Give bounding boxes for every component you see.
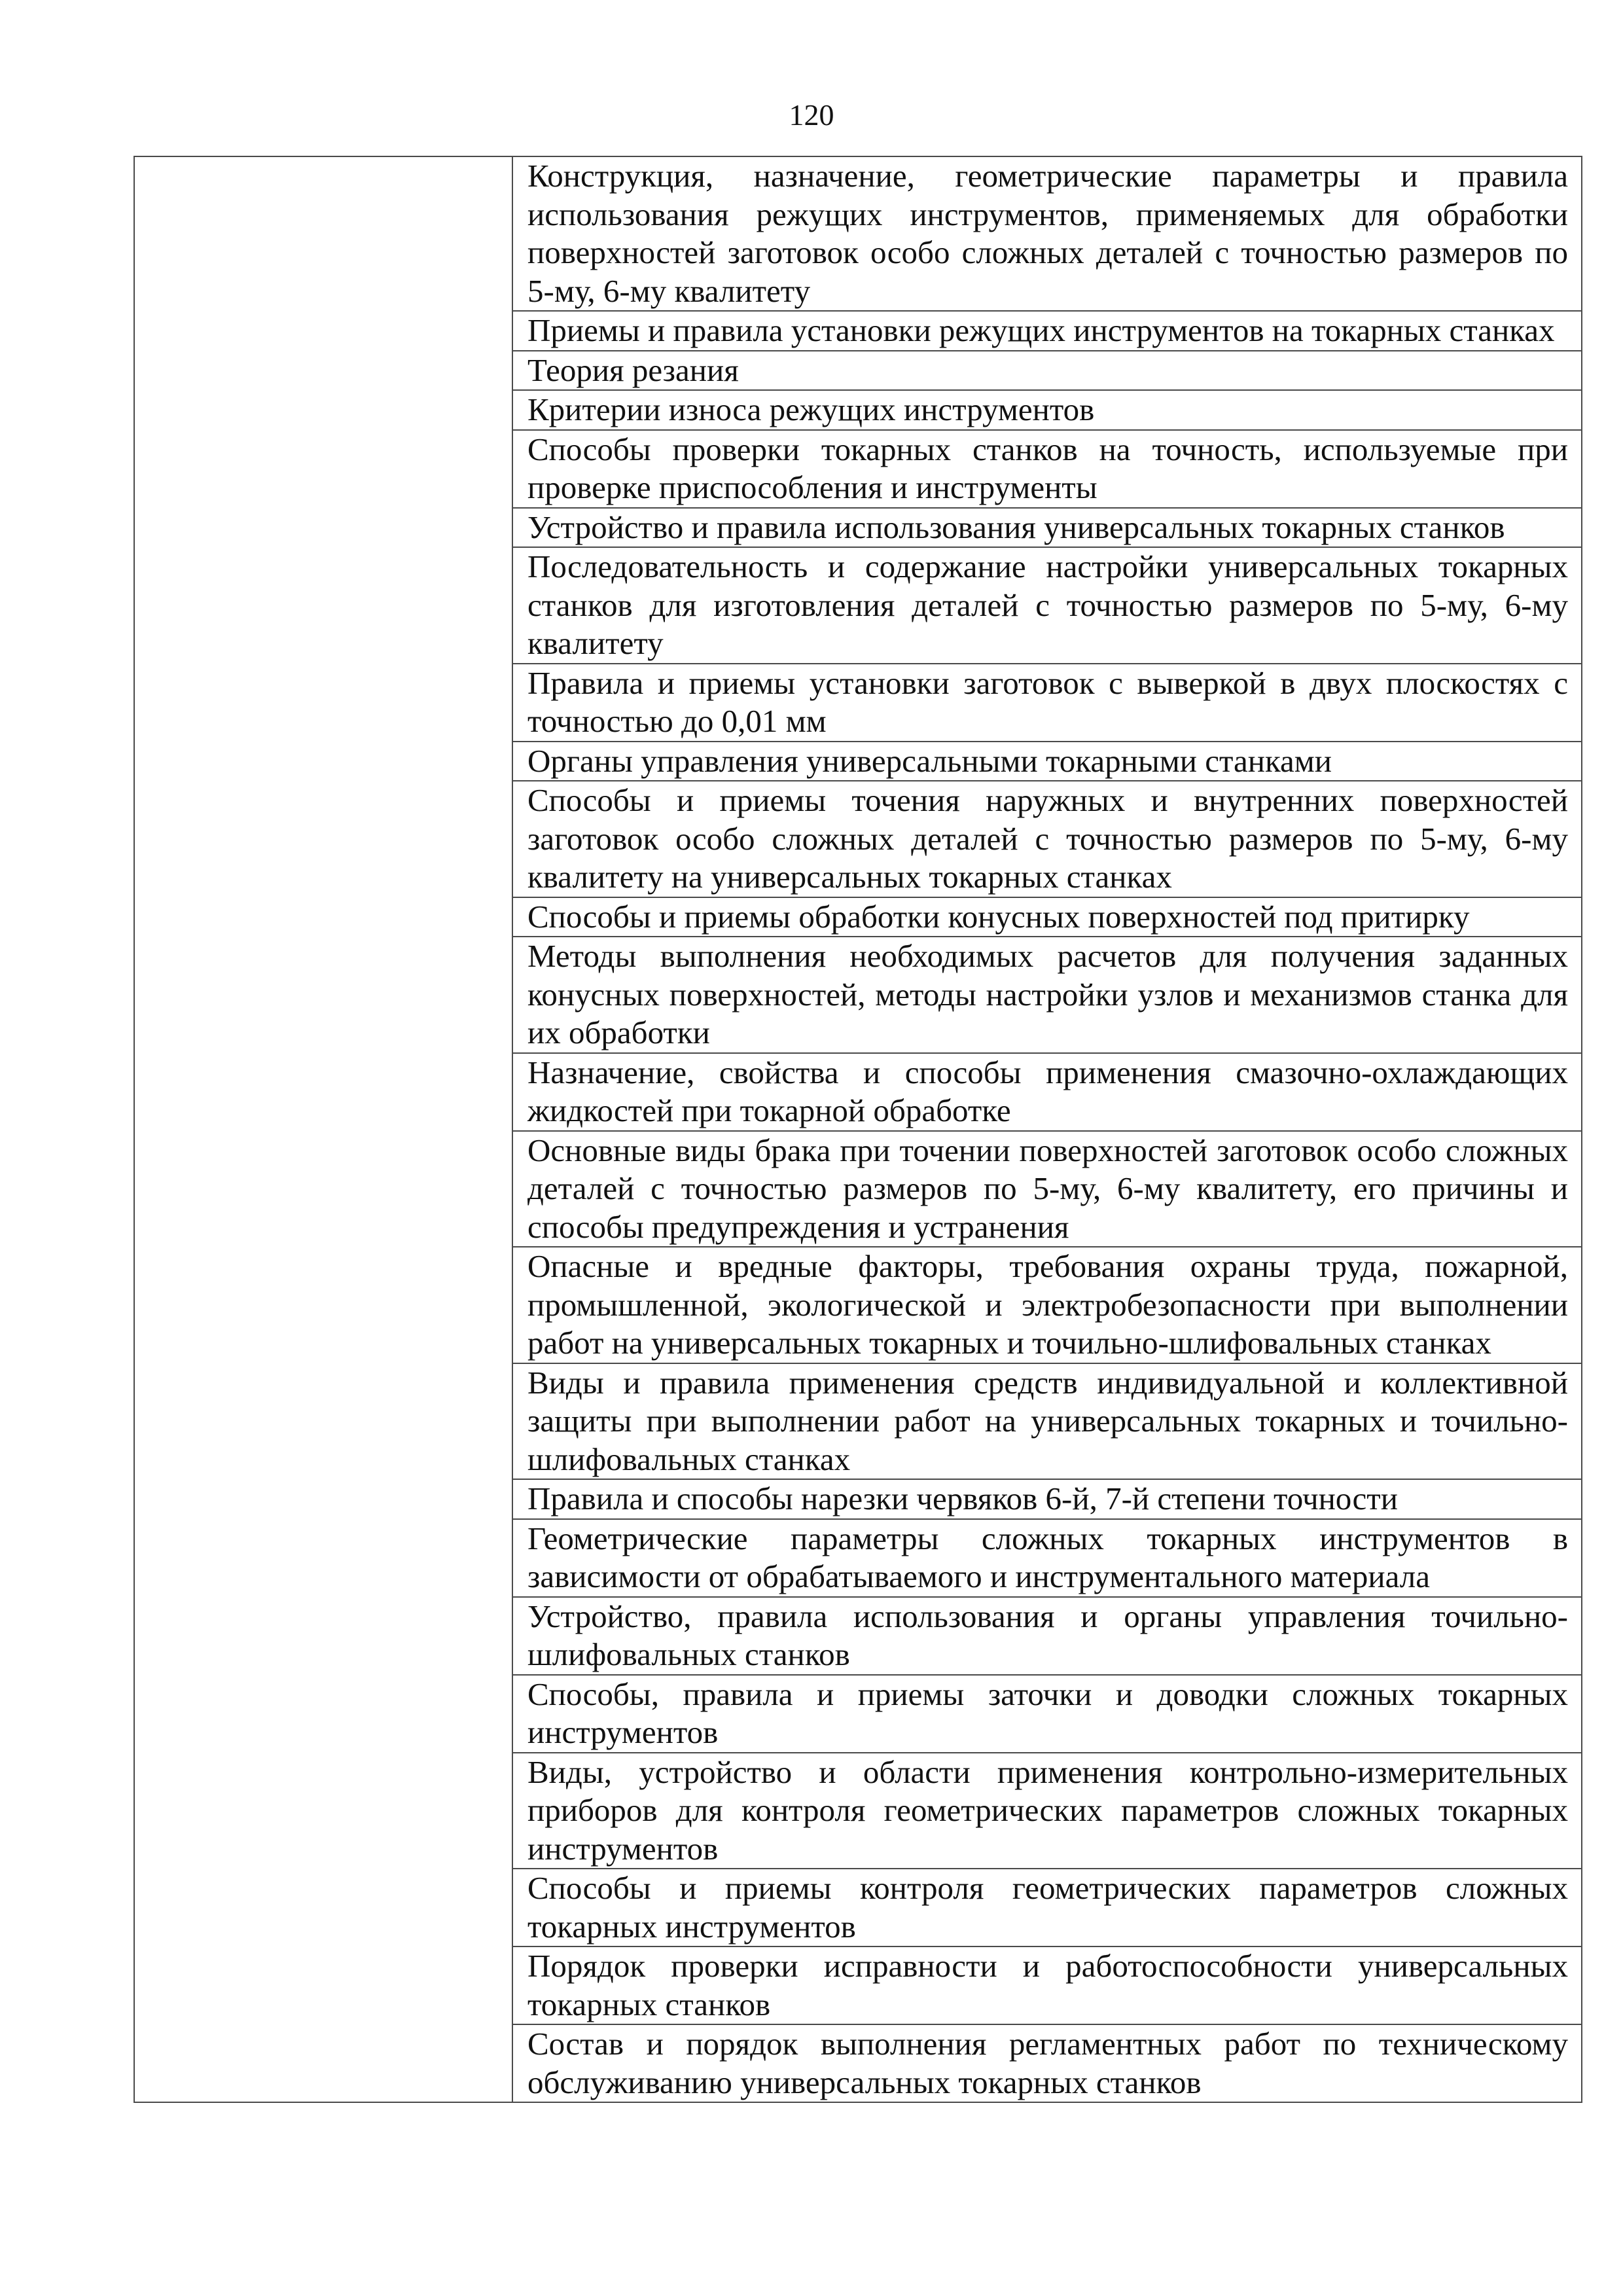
table-cell: Виды, устройство и области применения контрольно-измерительных приборов для контроля геометрических параметров сложных токарных инструментов bbox=[512, 1753, 1582, 1869]
table-cell: Порядок проверки исправности и работоспособности универсальных токарных станков bbox=[512, 1946, 1582, 2024]
table-cell: Назначение, свойства и способы применения смазочно-охлаждающих жидкостей при токарной обработке bbox=[512, 1053, 1582, 1131]
table-cell: Критерии износа режущих инструментов bbox=[512, 390, 1582, 430]
requirements-table bbox=[134, 156, 1582, 2103]
table-cell: Органы управления универсальными токарными станками bbox=[512, 742, 1582, 781]
table-cell: Геометрические параметры сложных токарных инструментов в зависимости от обрабатываемого и инструментального материала bbox=[512, 1519, 1582, 1597]
table-cell: Теория резания bbox=[512, 351, 1582, 391]
table-cell: Последовательность и содержание настройки универсальных токарных станков для изготовления деталей с точностью размеров по 5-му, 6-му квалитету bbox=[512, 547, 1582, 664]
table-cell: Правила и способы нарезки червяков 6-й, 7-й степени точности bbox=[512, 1479, 1582, 1519]
table-cell: Приемы и правила установки режущих инструментов на токарных станках bbox=[512, 311, 1582, 351]
table-cell: Способы и приемы обработки конусных поверхностей под притирку bbox=[512, 897, 1582, 937]
table-row bbox=[134, 156, 1582, 311]
table-cell: Основные виды брака при точении поверхностей заготовок особо сложных деталей с точностью размеров по 5-му, 6-му квалитету, его причины и способы предупреждения и устранения bbox=[512, 1131, 1582, 1247]
table-cell: Способы и приемы точения наружных и внутренних поверхностей заготовок особо сложных деталей с точностью размеров по 5-му, 6-му квалитету на универсальных токарных станках bbox=[512, 781, 1582, 897]
table-cell: Методы выполнения необходимых расчетов для получения заданных конусных поверхностей, методы настройки узлов и механизмов станка для их обработки bbox=[512, 937, 1582, 1053]
table-cell: Устройство и правила использования универсальных токарных станков bbox=[512, 508, 1582, 548]
table-cell: Устройство, правила использования и органы управления точильно-шлифовальных станков bbox=[512, 1597, 1582, 1675]
table-cell: Виды и правила применения средств индивидуальной и коллективной защиты при выполнении работ на универсальных токарных и точильно-шлифовальных станках bbox=[512, 1363, 1582, 1480]
left-column-cell bbox=[134, 156, 512, 2102]
table-cell: Способы проверки токарных станков на точность, используемые при проверке приспособления и инструменты bbox=[512, 430, 1582, 508]
table-cell: Состав и порядок выполнения регламентных работ по техническому обслуживанию универсальных токарных станков bbox=[512, 2024, 1582, 2102]
table-cell: Правила и приемы установки заготовок с выверкой в двух плоскостях с точностью до 0,01 мм bbox=[512, 664, 1582, 742]
table-cell: Опасные и вредные факторы, требования охраны труда, пожарной, промышленной, экологической и электробезопасности при выполнении работ на универсальных токарных и точильно-шлифовальных станках bbox=[512, 1247, 1582, 1363]
table-cell: Способы, правила и приемы заточки и доводки сложных токарных инструментов bbox=[512, 1675, 1582, 1753]
page-number: 120 bbox=[789, 98, 834, 132]
table-cell: Способы и приемы контроля геометрических параметров сложных токарных инструментов bbox=[512, 1869, 1582, 1946]
table-cell: Конструкция, назначение, геометрические параметры и правила использования режущих инструментов, применяемых для обработки поверхностей заготовок особо сложных деталей с точностью размеров по 5-му, 6-му квалитету bbox=[512, 156, 1582, 311]
